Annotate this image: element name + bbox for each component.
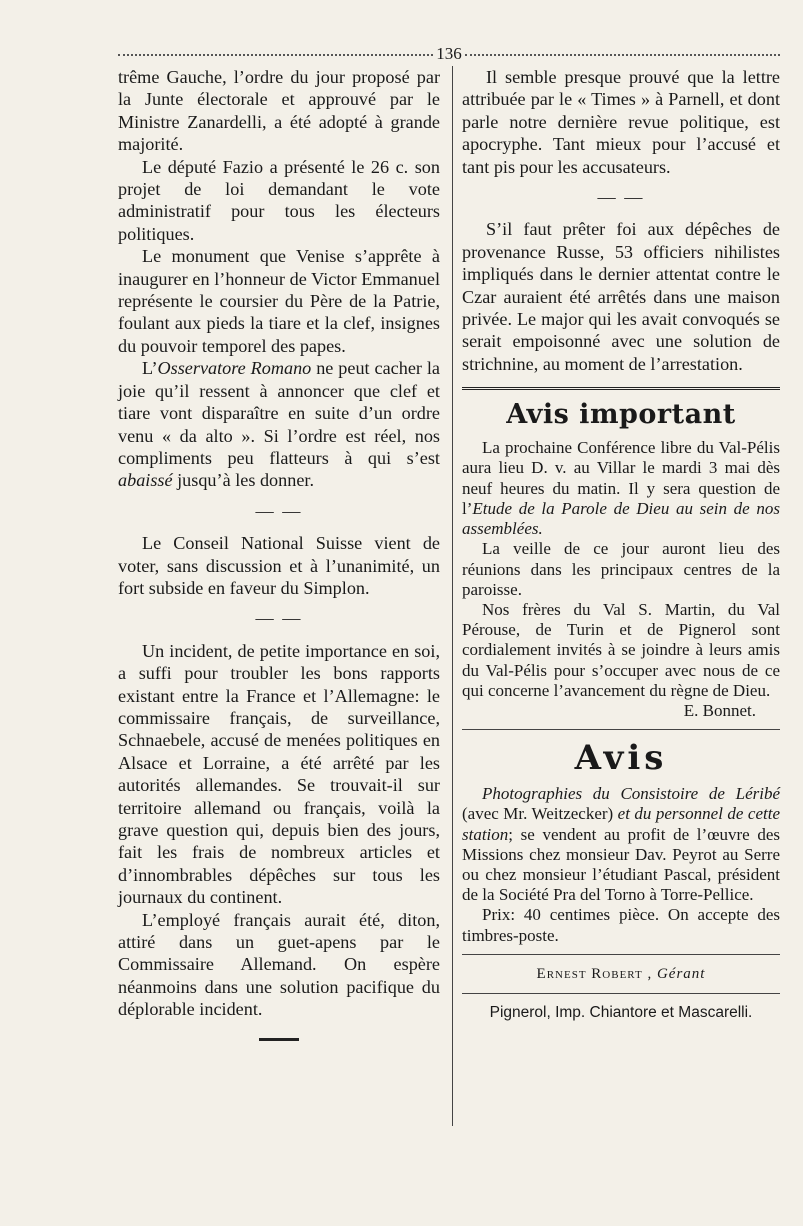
avis-p1-mid: (avec Mr. Weitzecker) [462,804,618,824]
avis-title: Avis [574,738,668,779]
gerant-sep: , [642,965,657,982]
printer-line: Pignerol, Imp. Chiantore et Mascarelli. [489,1004,753,1022]
avis-p2: Prix: 40 centimes pièce. On accepte des timbres-poste. [462,905,780,945]
avis-p1-rest: ; se vendent au profit de l’œuvre des Missions chez monsieur Dav. Peyrot au Serre ou chez monsieur l’étudiant Pascal, président de la Société Pra del Torno à Torre-Pellice. [462,824,780,905]
gerant-line [462,963,780,985]
section-rule [462,954,780,955]
paragraph-fazio: Le député Fazio a présenté le 26 c. son projet de loi demandant le vote administratif pour tous les électeurs politiques. [118,156,440,244]
avis-important-p3: Nos frères du Val S. Martin, du Val Pérouse, de Turin et de Pignerol sont cordialement invités à se joindre à leurs amis du Val-Pélis pour s’occuper avec nous de ce qui concerne l’avancement du règne de Dieu. [462,599,780,700]
avis-p1-italic-1: Photographies du Consistoire de Léribé [482,784,780,804]
avis-important-title: Avis important [506,399,736,431]
avis-important-p1-italic: Etude de la Parole de Dieu au sein de nos assemblées. [462,498,780,539]
paragraph-zanardelli: trême Gauche, l’ordre du jour proposé par la Junte électorale et approuvé par le Ministre Zanardelli, a été adopté à grande majorité. [118,67,440,155]
left-column [118,66,440,1049]
right-column [462,66,780,1025]
paragraph-employe: L’employé français aurait été, diton, attiré dans un guet-apens par le Commissaire Allemand. On espère néanmoins dans une solution pacifique du déplorable incident. [118,909,440,1020]
paragraph-russe: S’il faut prêter foi aux dépêches de provenance Russe, 53 officiers nihilistes impliqués dans le dernier attentat contre le Czar auraient été arrêtés dans une maison privée. Le major qui les avait convoqués se serait empoisonné avec une solution de strichnine, au moment de l’arrestation. [462,219,780,374]
page-number: 136 [436,44,462,63]
avis-p1-italic-2: et du personnel de cette station [462,804,780,844]
paragraph-osservatore [118,357,440,491]
paragraph-incident: Un incident, de petite importance en soi, a suffi pour troubler les bons rapports existant entre la France et l’Allemagne: le commissaire français, de surveillance, Schnaebele, accusé de menées politiques en Alsace et Lorraine, a été arrêté par les autorités allemandes. Se trouvait-il sur territoire allemand ou français, voilà la grave question qui, depuis bien des jours, fait les frais de nombreux articles et d’innombrables dépêches sur tous les journaux du continent. [118,640,440,908]
separator: — — [255,608,303,629]
avis-important-p1-text: La prochaine Conférence libre du Val-Pélis aura lieu D. v. au Villar le mardi 3 mai dès neuf heures du matin. Il y sera question de l’ [462,438,780,518]
paragraph-simplon: Le Conseil National Suisse vient de voter, sans discussion et à l’unanimité, un fort subside en faveur du Simplon. [118,533,440,598]
column-divider [452,66,453,1126]
osservatore-text-1: ne peut cacher la joie qu’il ressent à annoncer que clef et tiare vont disparaître en suite d’un ordre venu « da alto ». Si l’ordre est réel, nos compliments peu flatteurs à qui s’est [118,358,441,468]
avis-body [462,784,780,946]
osservatore-text-2: jusqu’à les donner. [172,470,314,491]
avis-important-p2: La veille de ce jour auront lieu des réunions dans les principaux centres de la paroisse. [462,539,780,599]
avis-important-body [462,438,780,721]
gerant-role: Gérant [656,965,706,982]
page-header [118,44,780,64]
avis-p1 [462,784,780,905]
gerant-name: Ernest Robert [536,965,643,982]
osservatore-title: Osservatore Romano [157,358,312,379]
end-rule [118,1027,440,1049]
avis-important-signature: E. Bonnet. [683,700,756,720]
section-rule [462,993,780,994]
avis-important-p1 [462,438,780,539]
separator: — — [255,500,303,521]
separator: — — [597,187,645,208]
paragraph-parnell: Il semble presque prouvé que la lettre attribuée par le « Times » à Parnell, et dont parle notre dernière revue politique, est apocryphe. Tant mieux pour l’accusé et tant pis pour les accusateurs. [462,67,780,177]
osservatore-prefix: L’ [142,358,158,379]
osservatore-italic-word: abaissé [118,470,173,491]
section-rule [462,729,780,730]
section-rule [462,387,780,390]
paragraph-venise: Le monument que Venise s’apprête à inaugurer en l’honneur de Victor Emmanuel représente le coursier du Père de la Patrie, foulant aux pieds la tiare et la clef, insignes du pouvoir temporel des papes. [118,246,440,356]
